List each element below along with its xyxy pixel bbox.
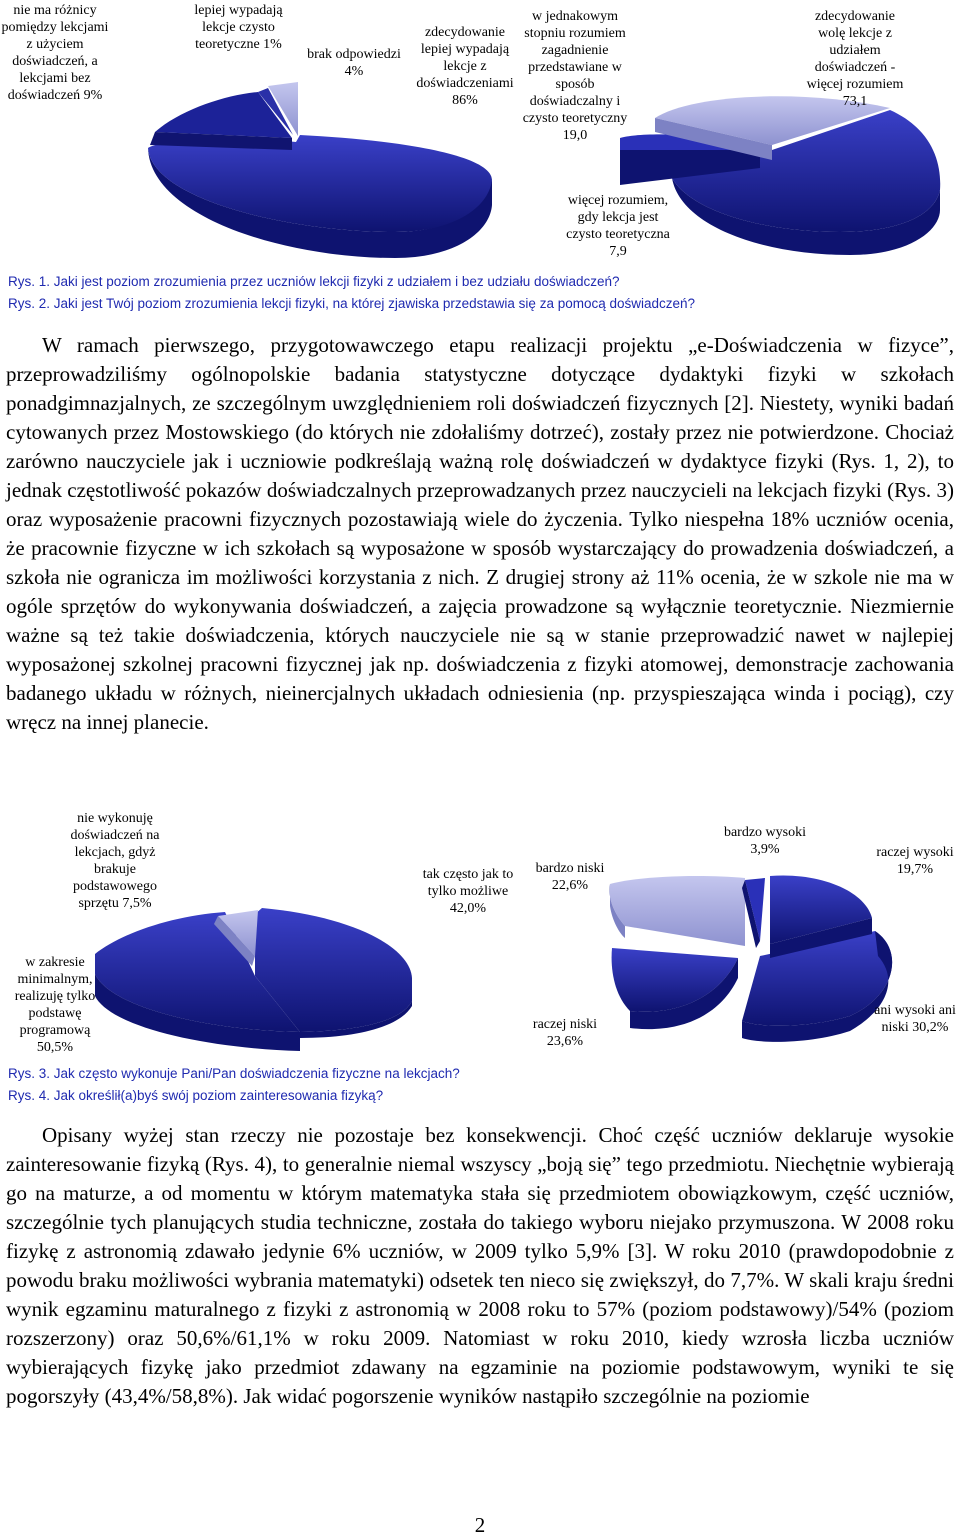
label-r3-as-often: tak często jak to tylko możliwe 42,0% <box>422 867 514 916</box>
slice-r1-86-top <box>148 135 492 232</box>
label-r4-rather-low: raczej niski 23,6% <box>532 1017 598 1049</box>
label-r1-no-answer: brak odpowiedzi 4% <box>307 47 401 79</box>
paragraph-1: W ramach pierwszego, przygotowawczego etapu realizacji projektu „e-Doświadczenia w fizyce”, przeprowadziliśmy ogólnopolskie badania statystyczne dotyczące dydaktyki fizyki w szkołach ponadgimnazjalnych, ze szczególnym uwzględnieniem roli doświadczeń fizycznych [2]. Niestety, wyniki badań cytowanych przez Mostowskiego (do których nie zdołaliśmy dotrzeć), zostały przez nie potwierdzone. Chociaż zarówno nauczyciele jak i uczniowie podkreślają ważną rolę doświadczeń w dydaktyce fizyki (Rys. 1, 2), to jednak częstotliwość pokazów doświadczalnych przeprowadzanych przez nauczycieli na lekcjach fizyki (Rys. 3) oraz wyposażenie pracowni fizycznych pozostawiają wiele do życzenia. Tylko niespełna 18% uczniów ocenia, że pracownie fizyczne w ich szkołach są wyposażone w sposób wystarczający do prowadzenia doświadczeń, a szkoła nie ogranicza im możliwości korzystania z nich. Z drugiej strony aż 11% ocenia, że w szkole nie ma w ogóle sprzętów do wykonywania doświadczeń, a zajęcia prowadzone są wyłącznie teoretycznie. Niezmiernie ważne są też takie doświadczenia, których nauczyciele nie są w stanie przeprowadzić nawet w najlepiej wyposażonej szkolnej pracowni fizycznej jak np. doświadczenia z fizyki atomowej, demonstracje zachowania badanego układu w różnych, nieinercjalnych układach odniesienia (np. przyspieszająca winda i pociąg), czy wręcz na innej planecie. <box>6 333 954 734</box>
label-r4-very-high: bardzo wysoki 3,9% <box>723 825 807 857</box>
pie-chart-rys3 <box>0 806 520 1066</box>
label-r2-prefer-experiments: zdecydowanie wolę lekcje z udziałem doświadczeń - więcej rozumiem 73,1 <box>806 9 904 109</box>
paragraph-2: Opisany wyżej stan rzeczy nie pozostaje bez konsekwencji. Choć część uczniów deklaruje wysokie zainteresowanie fizyką (Rys. 4), to generalnie niemal wszyscy „boją się” tego przedmiotu. Niechętnie wybierają go na maturze, a od momentu w którym matematyka stała się przedmiotem obowiązkowym, część uczniów, szczególnie tych planujących studia techniczne, została do takiego wyboru niejako przymuszona. W 2008 roku fizykę z astronomią zdawało jedynie 6% uczniów, w 2009 tylko 5,9% [3]. W roku 2010 (prawdopodobnie z powodu braku możliwości wybrania matematyki) odsetek ten nieco się zwiększył, do 7,7%. W skali kraju średni wynik egzaminu maturalnego z fizyki z astronomią w 2008 roku to 57% (poziom podstawowy)/54% (poziom rozszerzony) oraz 50,6%/61,1% w roku 2009. Natomiast w roku 2010, kiedy wzrosła liczba uczniów wybierających fizykę jako przedmiot zdawany na egzaminie na poziomie podstawowym, wyniki te się pogorszyły (43,4%/58,8%). Jak widać pogorszenie wyników nastąpiło szczególnie na poziomie <box>6 1123 954 1408</box>
caption-rys3: Rys. 3. Jak często wykonuje Pani/Pan doświadczenia fizyczne na lekcjach? <box>8 1066 460 1081</box>
label-r4-neither: ani wysoki ani niski 30,2% <box>874 1003 956 1035</box>
pie-chart-rys1 <box>0 0 520 268</box>
label-r3-no-equipment: nie wykonuję doświadczeń na lekcjach, gdyż brakuje podstawowego sprzętu 7,5% <box>70 811 160 911</box>
caption-rys4: Rys. 4. Jak określił(a)byś swój poziom zainteresowania fizyką? <box>8 1088 384 1103</box>
page-number: 2 <box>474 1513 486 1537</box>
label-r3-minimal: w zakresie minimalnym, realizuję tylko podstawę programową 50,5% <box>14 955 96 1055</box>
label-r2-equal: w jednakowym stopniu rozumiem zagadnienie przedstawiane w sposób doświadczalny i czysto teoretyczny 19,0 <box>522 9 628 143</box>
caption-rys1: Rys. 1. Jaki jest poziom zrozumienia przez uczniów lekcji fizyki z udziałem i bez udziału doświadczeń? <box>8 274 620 289</box>
label-r1-theoretical: lepiej wypadają lekcje czysto teoretyczne 1% <box>194 3 283 52</box>
pie-chart-rys2 <box>520 0 960 268</box>
slice-r4-22 <box>610 876 745 946</box>
label-r1-with-experiments: zdecydowanie lepiej wypadają lekcje z doświadczeniami 86% <box>416 25 514 108</box>
label-r4-very-low: bardzo niski 22,6% <box>535 861 605 893</box>
label-r4-rather-high: raczej wysoki 19,7% <box>876 845 954 877</box>
label-r2-theoretical: więcej rozumiem, gdy lekcja jest czysto teoretyczna 7,9 <box>566 193 670 259</box>
label-r1-no-difference: nie ma różnicy pomiędzy lekcjami z użyciem doświadczeń, a lekcjami bez doświadczeń 9% <box>1 3 109 103</box>
caption-rys2: Rys. 2. Jaki jest Twój poziom zrozumienia lekcji fizyki, na której zjawiska przedstawia się za pomocą doświadczeń? <box>8 296 696 311</box>
pie-chart-rys4 <box>520 806 960 1066</box>
